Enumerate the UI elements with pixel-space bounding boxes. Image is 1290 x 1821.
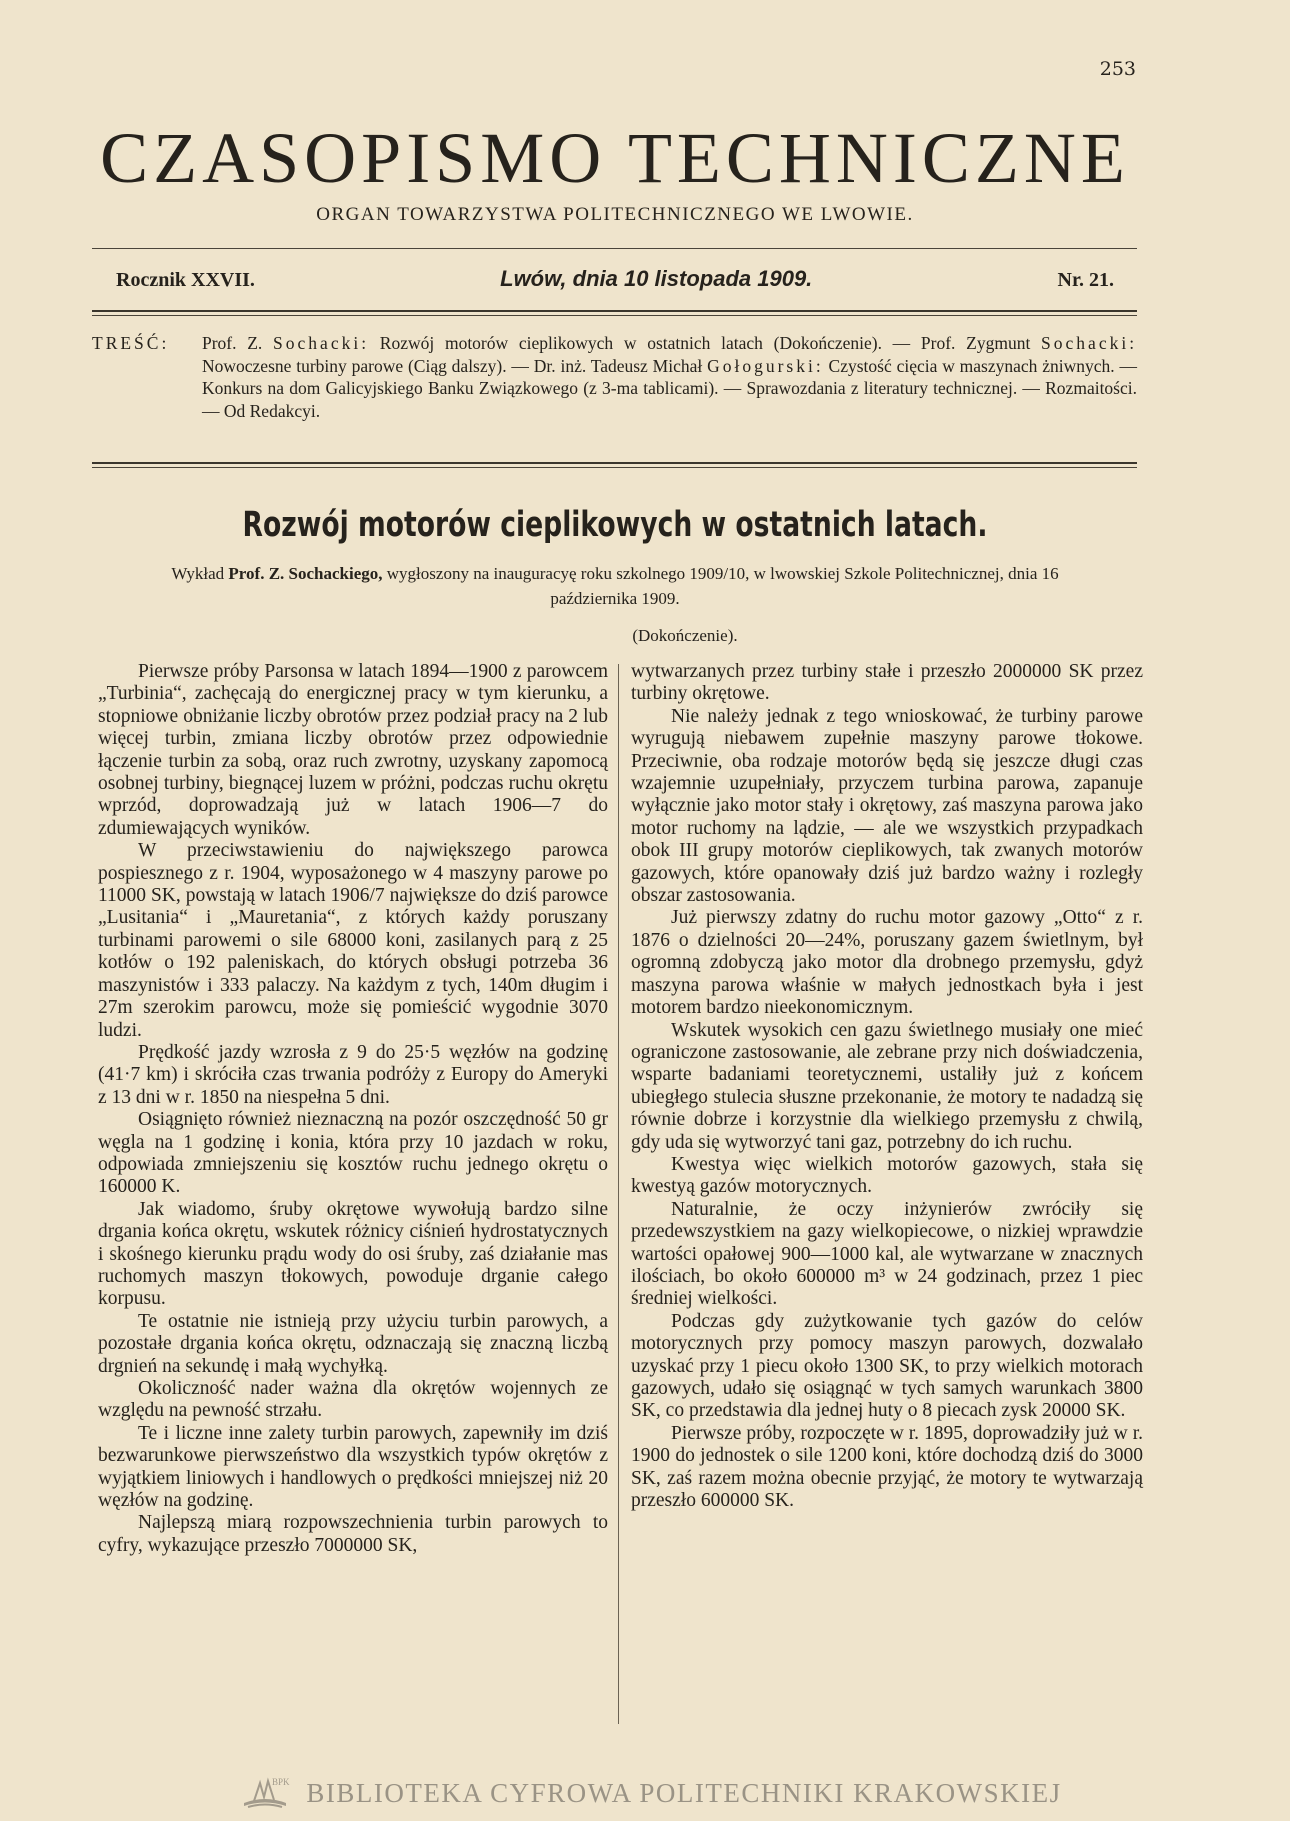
subtitle-lead: Wykład [171,564,225,583]
paragraph: Pierwsze próby, rozpoczęte w r. 1895, doprowadziły już w r. 1900 do jednostek o sile 1200 koni, które dochodzą dziś do 3000 SK, zaś razem można obecnie przyjąć, że motory te wytwarzają przeszło 600000 SK. [631,1422,1143,1512]
toc-author: Sochacki: [273,333,370,353]
issue-rule-bottom [92,315,1137,316]
paragraph: Te ostatnie nie istnieją przy użyciu turbin parowych, a pozostałe drgania końca okrętu, odznaczają się znaczną liczbą drgnień na sekundę i małą wychyłką. [98,1310,608,1377]
journal-subtitle: ORGAN TOWARZYSTWA POLITECHNICZNEGO WE LWOWIE. [316,204,914,225]
toc-author: Sochacki: [1041,333,1138,353]
continued-note: (Dokończenie). [632,626,738,645]
issue-line [116,266,1114,292]
toc-part: Prof. Z. [202,333,263,353]
toc-rule-bottom [92,467,1137,468]
right-column [631,661,1143,1512]
toc-author: Gołogurski: [707,355,824,376]
library-name: BIBLIOTEKA CYFROWA POLITECHNIKI KRAKOWSKIEJ [306,1777,1062,1808]
paragraph: Jak wiadomo, śruby okrętowe wywołują bardzo silne drgania końca okrętu, wskutek różnicy ciśnień hydrostatycznych i skośnego kierunku prądu wody do osi śruby, zaś działanie mas ruchomych maszyn tłokowych, powoduje drganie całego korpusu. [98,1198,608,1310]
header-rule [92,248,1137,249]
article-subtitle [160,561,1070,611]
paragraph: Kwestya więc wielkich motorów gazowych, stała się kwestyą gazów motorycznych. [631,1153,1143,1198]
page-number: 253 [1099,58,1136,80]
issue-rule-top [92,310,1137,312]
paragraph: Naturalnie, że oczy inżynierów zwróciły się przedewszystkiem na gazy wielkopiecowe, o nizkiej wprawdzie wartości opałowej 900—1000 kal, ale wytwarzane w znacznych ilościach, bo około 600000 m³ w 24 godzinach, przez 1 piec średniej wielkości. [631,1198,1143,1310]
paragraph: Pierwsze próby Parsonsa w latach 1894—1900 z parowcem „Turbinia“, zachęcają do energicznej pracy w tym kierunku, a stopniowe obniżanie liczby obrotów przez podział pracy na 2 lub więcej turbin, zmiana liczby obrotów przez odpowiednie łączenie turbin za sobą, oraz ruch zwrotny, uzyskany zapomocą osobnej turbiny, biegnącej luzem w próżni, podczas ruchu okrętu wprzód, doprowadzają już w latach 1906—7 do zdumiewających wyników. [98,661,608,839]
toc-part: Nowoczesne turbiny parowe (Ciąg dalszy). — Dr. inż. Tadeusz Michał [202,355,703,376]
paragraph: Te i liczne inne zalety turbin parowych, zapewniły im dziś bezwarunkowe pierwszeństwo dla wszystkich typów okrętów z wyjątkiem liniowych i handlowych o prędkości mniejszej niż 20 węzłów na godzinę. [98,1422,608,1512]
toc-part: Czystość cięcia w maszynach żniwnych. — Konkurs na dom Galicyjskiego Banku Związkowego (z 3-ma tablicami). — Sprawozdania z literatury technicznej. — Rozmaitości. — Od Redakcyi. [202,355,1137,421]
logo-text: BPK [272,1777,290,1787]
subtitle-rest: wygłoszony na inauguracyę roku szkolnego 1909/10, w lwowskiej Szkole Politechnicznej, dnia 16 października 1909. [386,564,1059,608]
paragraph: W przeciwstawieniu do największego parowca pospiesznego z r. 1904, wyposażonego w 4 maszyny parowe po 11000 SK, powstają w latach 1906/7 największe do dziś parowce „Lusitania“ i „Mauretania“, z których każdy poruszany turbinami parowemi o sile 68000 koni, zasilanych parą z 25 kotłów o 192 paleniskach, do których obsługi potrzeba 36 maszynistów i 333 palaczy. Na każdym z tych, 140m długim i 27m szerokim parowcu, może się pomieścić wygodnie 3070 ludzi. [98,840,608,1041]
volume-label: Rocznik XXVII. [116,269,255,291]
paragraph: Osiągnięto również nieznaczną na pozór oszczędność 50 gr węgla na 1 godzinę i konia, która przy 10 jazdach w roku, odpowiada zmniejszeniu się kosztów ruchu jednego okrętu o 160000 K. [98,1109,608,1198]
column-divider [618,664,619,1724]
paragraph: Podczas gdy zużytkowanie tych gazów do celów motorycznych przy pomocy maszyn parowych, dozwalało uzyskać przy 1 piecu około 1300 SK, to przy wielkich motorach gazowych, udało się osiągnąć w tych samych warunkach 3800 SK, co przedstawia dla jednej huty o 8 piecach zysk 20000 SK. [631,1310,1143,1422]
library-logo-icon [238,1773,292,1813]
left-column [98,661,608,1557]
paragraph: Prędkość jazdy wzrosła z 9 do 25·5 węzłów na godzinę (41·7 km) i skróciła czas trwania podróży z Europy do Ameryki z 13 dni w r. 1850 na niespełna 5 dni. [98,1041,608,1108]
toc-body [202,332,1137,422]
library-watermark [200,1773,1100,1813]
paragraph: wytwarzanych przez turbiny stałe i przeszło 2000000 SK przez turbiny okrętowe. [631,661,1143,705]
article-title: Rozwój motorów cieplikowych w ostatnich latach. [242,505,988,545]
toc-part: Rozwój motorów cieplikowych w ostatnich latach (Dokończenie). — Prof. Zygmunt [379,333,1031,353]
paragraph: Wskutek wysokich cen gazu świetlnego musiały one mieć ograniczone zastosowanie, ale zebrane przy nich doświadczenia, wsparte badaniami teoretycznemi, ustaliły już z końcem ubiegłego stulecia słuszne przekonanie, że motory te nadadzą się równie dobrze i korzystnie dla wielkiego przemysłu z chwilą, gdy uda się wytworzyć tani gaz, potrzebny do ich ruchu. [631,1019,1143,1153]
journal-title: CZASOPISMO TECHNICZNE [100,118,1130,198]
issue-number: Nr. 21. [1057,269,1114,291]
toc-label: TREŚĆ: [92,333,170,353]
paragraph: Nie należy jednak z tego wnioskować, że turbiny parowe wyrugują niebawem zupełnie maszyny parowe tłokowe. Przeciwnie, oba rodzaje motorów będą się jeszcze długi czas wzajemnie uzupełniały, przyczem turbina parowa, zapanuje wyłącznie jako motor stały i okrętowy, zaś maszyna parowa jako motor ruchomy na lądzie, — ale we wszystkich przypadkach obok III grupy motorów cieplikowych, tak zwanych motorów gazowych, które opanowały dziś już bardzo ważny i rozległy obszar zastosowania. [631,705,1143,907]
paragraph: Już pierwszy zdatny do ruchu motor gazowy „Otto“ z r. 1876 o dzielności 20—24%, poruszany gazem świetlnym, był ogromną zdobyczą jako motor dla drobnego przemysłu, gdyż maszyna parowa właśnie w małych jednostkach była i jest motorem bardzo nieekonomicznym. [631,907,1143,1019]
issue-date: Lwów, dnia 10 listopada 1909. [500,266,813,291]
subtitle-author: Prof. Z. Sochackiego, [228,564,383,583]
paragraph: Najlepszą miarą rozpowszechnienia turbin parowych to cyfry, wykazujące przeszło 7000000 SK, [98,1512,608,1556]
toc-rule-top [92,462,1137,464]
paragraph: Okoliczność nader ważna dla okrętów wojennych ze względu na pewność strzału. [98,1378,608,1422]
table-of-contents [92,332,1137,422]
